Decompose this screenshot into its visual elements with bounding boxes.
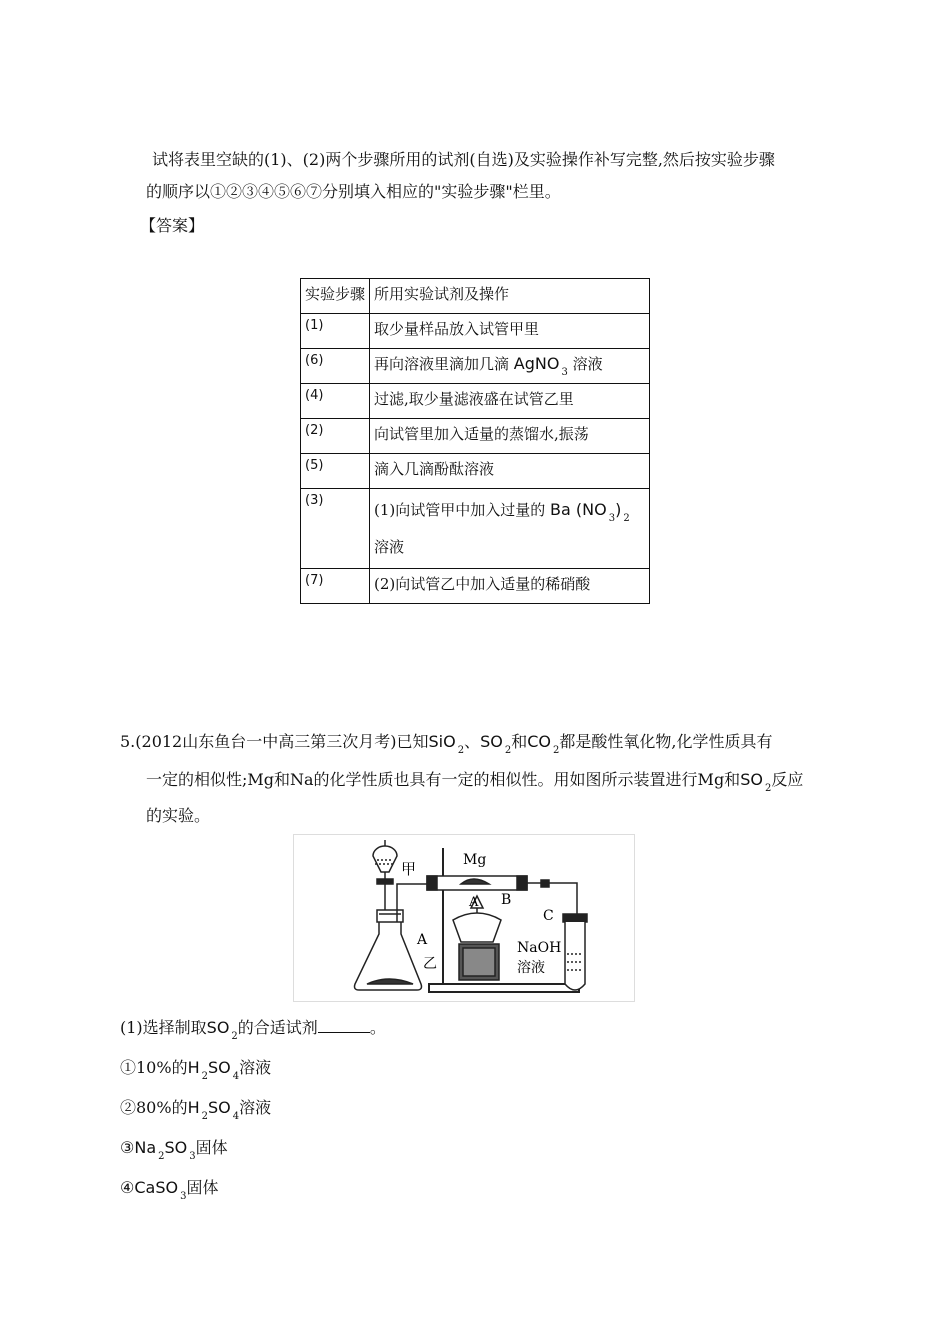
intro-line-1: 试将表里空缺的(1)、(2)两个步骤所用的试剂(自选)及实验操作补写完整,然后按实验步骤: [152, 150, 775, 169]
q5-text: 反应: [771, 770, 804, 789]
op-text: 再向溶液里滴加几滴: [374, 355, 510, 373]
label-solution: 溶液: [517, 960, 545, 976]
option-3: [120, 1136, 228, 1163]
option-text: ②80%的: [120, 1098, 188, 1117]
label-a: A: [417, 932, 428, 948]
op-text: 溶液: [572, 355, 603, 373]
option-text: ①10%的: [120, 1058, 188, 1077]
chem-formula: Ba (NO: [550, 500, 607, 519]
question5-line-2: [146, 764, 846, 799]
subscript: 2: [231, 1031, 238, 1042]
table-row: [301, 419, 650, 454]
sq-text: 。: [369, 1018, 386, 1037]
step-cell: (1): [301, 314, 370, 349]
chem-formula: SO: [480, 732, 503, 751]
op-text: 溶液: [374, 538, 405, 556]
subscript: 2: [504, 745, 512, 756]
intro-line-2: 的顺序以①②③④⑤⑥⑦分别填入相应的"实验步骤"栏里。: [146, 182, 561, 201]
subquestion-1: [120, 1016, 386, 1043]
option-text: ③: [120, 1138, 135, 1157]
option-2: [120, 1096, 271, 1123]
q5-text: 5.(2012山东鱼台一中高三第三次月考)已知: [120, 732, 429, 751]
chem-formula: ): [615, 500, 622, 519]
table-row: [301, 384, 650, 419]
label-naoh: NaOH: [517, 940, 562, 956]
label-yi: 乙: [423, 956, 437, 972]
table-row: [301, 349, 650, 384]
header-step: 实验步骤: [301, 279, 370, 314]
operation-cell: [370, 349, 650, 384]
answer-table: [300, 278, 650, 604]
subscript: 3: [189, 1151, 196, 1162]
question5-line-3: 的实验。: [146, 806, 211, 825]
subscript: 3: [561, 367, 568, 378]
q5-text: 都是酸性氧化物,化学性质具有: [559, 732, 773, 751]
option-text: 溶液: [239, 1058, 272, 1077]
chem-formula: SO: [164, 1138, 188, 1157]
question5-line-1: [120, 726, 840, 761]
subscript: 2: [764, 783, 772, 794]
subscript: 2: [158, 1151, 165, 1162]
operation-cell: 向试管里加入适量的蒸馏水,振荡: [370, 419, 650, 454]
option-text: 固体: [195, 1138, 228, 1157]
option-1: [120, 1056, 271, 1083]
apparatus-figure: [293, 834, 635, 1002]
step-cell: (3): [301, 489, 370, 569]
label-a-top: A: [469, 895, 479, 910]
chem-formula: CaSO: [134, 1178, 179, 1197]
table-row: [301, 489, 650, 569]
subscript: 4: [232, 1111, 240, 1122]
option-4: [120, 1176, 218, 1203]
label-b: B: [501, 892, 512, 908]
operation-cell: 滴入几滴酚酞溶液: [370, 454, 650, 489]
table-row: [301, 569, 650, 604]
subscript: 2: [623, 513, 630, 524]
label-jia: 甲: [401, 860, 417, 878]
label-c: C: [543, 908, 554, 924]
header-operation: 所用实验试剂及操作: [370, 279, 650, 314]
op-text: (1)向试管甲中加入过量的: [374, 501, 546, 519]
step-cell: (5): [301, 454, 370, 489]
q5-text: 、: [464, 732, 481, 751]
test-tube-c: [563, 914, 587, 990]
chem-formula: SiO: [428, 732, 456, 751]
operation-cell: 取少量样品放入试管甲里: [370, 314, 650, 349]
subscript: 2: [457, 745, 465, 756]
operation-cell: 过滤,取少量滤液盛在试管乙里: [370, 384, 650, 419]
step-cell: (6): [301, 349, 370, 384]
answer-label: 【答案】: [140, 216, 205, 235]
chem-formula: SO: [206, 1018, 230, 1037]
chem-formula: SO: [207, 1058, 231, 1077]
answer-blank[interactable]: [318, 1016, 370, 1033]
subscript: 3: [180, 1191, 187, 1202]
chem-formula: AgNO: [513, 354, 560, 373]
step-cell: (7): [301, 569, 370, 604]
option-text: 溶液: [239, 1098, 272, 1117]
q5-text: 一定的相似性;Mg和Na的化学性质也具有一定的相似性。用如图所示装置进行Mg和: [146, 770, 741, 789]
step-cell: (2): [301, 419, 370, 454]
subscript: 2: [201, 1071, 208, 1082]
subscript: 4: [232, 1071, 240, 1082]
q5-text: 和: [511, 732, 528, 751]
option-text: 固体: [186, 1178, 219, 1197]
chem-formula: SO: [207, 1098, 231, 1117]
chem-formula: SO: [740, 770, 763, 789]
table-row: [301, 454, 650, 489]
subscript: 3: [608, 513, 616, 524]
sq-text: (1)选择制取: [120, 1018, 207, 1037]
table-header-row: [301, 279, 650, 314]
sq-text: 的合适试剂: [237, 1018, 318, 1037]
table-row: [301, 314, 650, 349]
option-text: ④: [120, 1178, 135, 1197]
chem-formula: Na: [134, 1138, 157, 1157]
chem-formula: H: [187, 1098, 200, 1117]
subscript: 2: [552, 745, 560, 756]
chem-formula: CO: [527, 732, 551, 751]
operation-cell: [370, 489, 650, 569]
subscript: 2: [201, 1111, 208, 1122]
label-mg: Mg: [463, 852, 487, 868]
operation-cell: (2)向试管乙中加入适量的稀硝酸: [370, 569, 650, 604]
step-cell: (4): [301, 384, 370, 419]
chem-formula: H: [187, 1058, 200, 1077]
